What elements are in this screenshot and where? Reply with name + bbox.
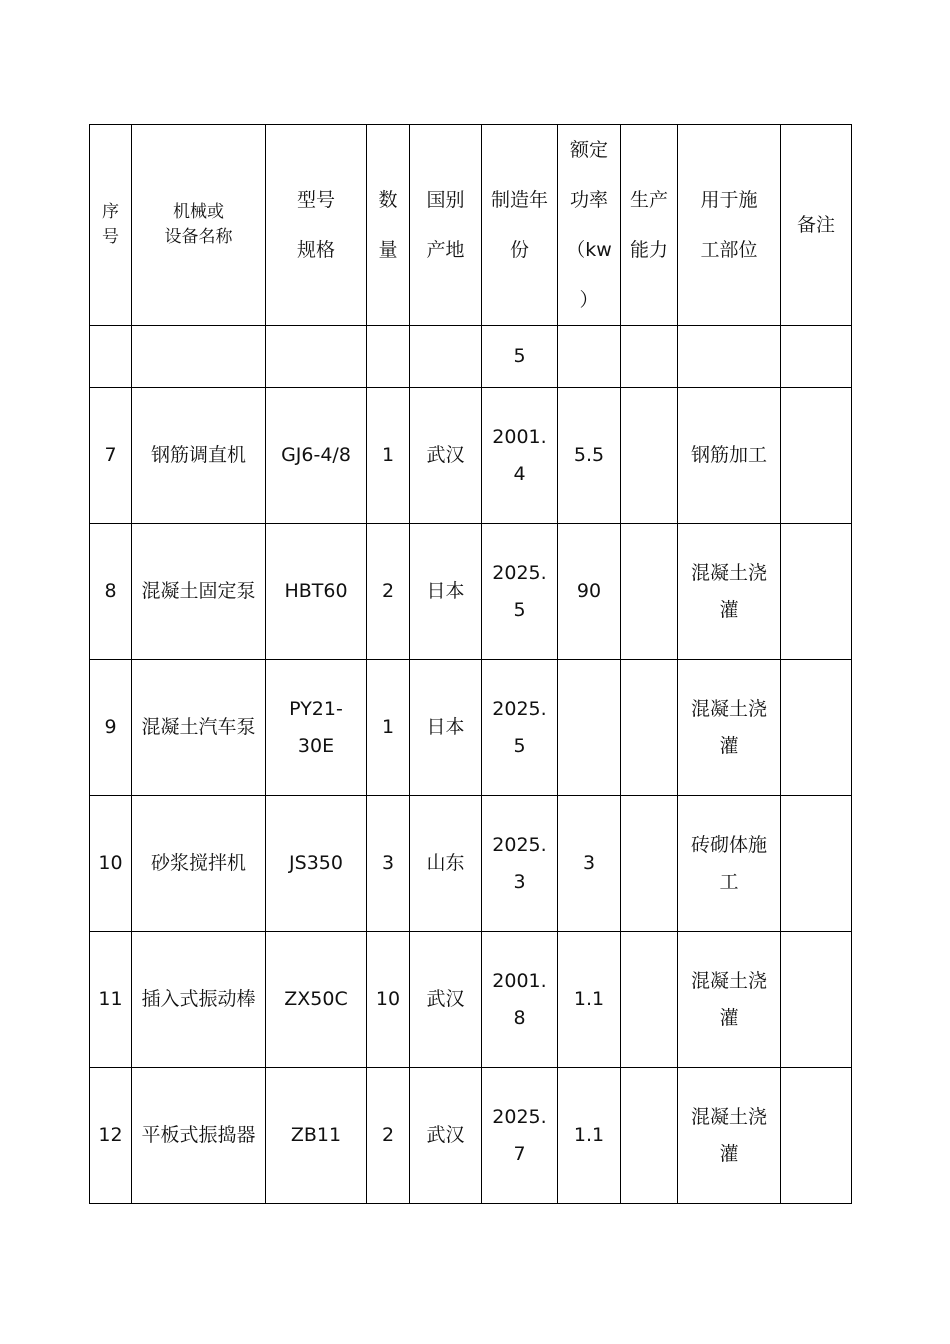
table-cell: 混凝土浇 灌 <box>678 1068 781 1204</box>
table-cell: 平板式振捣器 <box>132 1068 266 1204</box>
table-cell: 混凝土汽车泵 <box>132 660 266 796</box>
table-cell <box>621 796 678 932</box>
table-cell <box>781 796 852 932</box>
table-cell: 8 <box>90 524 132 660</box>
header-cell-origin: 国别 产地 <box>410 125 482 326</box>
table-cell <box>678 326 781 388</box>
table-cell <box>367 326 410 388</box>
table-header-row <box>90 125 852 326</box>
table-cell: PY21- 30E <box>266 660 367 796</box>
table-cell: 12 <box>90 1068 132 1204</box>
table-cell: ZB11 <box>266 1068 367 1204</box>
table-cell: 2 <box>367 524 410 660</box>
equipment-table <box>89 124 852 1204</box>
table-cell: 混凝土浇 灌 <box>678 524 781 660</box>
table-cell <box>621 326 678 388</box>
table-cell <box>266 326 367 388</box>
table-cell: 10 <box>90 796 132 932</box>
table-cell <box>781 388 852 524</box>
table-cell: 日本 <box>410 524 482 660</box>
header-cell-remarks: 备注 <box>781 125 852 326</box>
table-cell: JS350 <box>266 796 367 932</box>
table-cell: GJ6-4/8 <box>266 388 367 524</box>
table-cell <box>410 326 482 388</box>
table-cell: 2025. 5 <box>482 660 558 796</box>
table-cell: 3 <box>558 796 621 932</box>
table-cell: 武汉 <box>410 388 482 524</box>
table-cell: 2 <box>367 1068 410 1204</box>
table-cell: 山东 <box>410 796 482 932</box>
table-cell <box>132 326 266 388</box>
table-cell: 3 <box>367 796 410 932</box>
table-row <box>90 932 852 1068</box>
table-cell: 9 <box>90 660 132 796</box>
table-cell <box>621 932 678 1068</box>
table-cell: 7 <box>90 388 132 524</box>
header-cell-capacity: 生产 能力 <box>621 125 678 326</box>
table-cell: 混凝土浇 灌 <box>678 932 781 1068</box>
table-cell: 5.5 <box>558 388 621 524</box>
table-cell: 武汉 <box>410 1068 482 1204</box>
table-row <box>90 388 852 524</box>
table-row <box>90 524 852 660</box>
table-cell: 混凝土固定泵 <box>132 524 266 660</box>
table-cell <box>621 388 678 524</box>
table-cell: 10 <box>367 932 410 1068</box>
table-cell <box>90 326 132 388</box>
table-cell <box>621 1068 678 1204</box>
table-cell: 2025. 7 <box>482 1068 558 1204</box>
table-cell: 5 <box>482 326 558 388</box>
table-cell <box>621 660 678 796</box>
table-cell: 2025. 5 <box>482 524 558 660</box>
header-cell-quantity: 数 量 <box>367 125 410 326</box>
table-cell <box>781 326 852 388</box>
table-cell: 武汉 <box>410 932 482 1068</box>
table-cell: 1.1 <box>558 1068 621 1204</box>
table-cell <box>558 326 621 388</box>
table-cell <box>781 524 852 660</box>
table-cell <box>781 932 852 1068</box>
table-cell: 11 <box>90 932 132 1068</box>
header-cell-usage: 用于施 工部位 <box>678 125 781 326</box>
table-row <box>90 1068 852 1204</box>
table-row-continuation <box>90 326 852 388</box>
table-cell: 日本 <box>410 660 482 796</box>
header-cell-index: 序 号 <box>90 125 132 326</box>
table-row <box>90 660 852 796</box>
table-cell: 1 <box>367 388 410 524</box>
table-cell: 2025. 3 <box>482 796 558 932</box>
table-body <box>90 388 852 1204</box>
table-cell: 钢筋加工 <box>678 388 781 524</box>
table-cell: 1.1 <box>558 932 621 1068</box>
table-cell: 混凝土浇 灌 <box>678 660 781 796</box>
table-cell: 砂浆搅拌机 <box>132 796 266 932</box>
table-cell: 插入式振动棒 <box>132 932 266 1068</box>
table-cell <box>558 660 621 796</box>
table-cell: HBT60 <box>266 524 367 660</box>
table-cell: 1 <box>367 660 410 796</box>
table-cell: 2001. 8 <box>482 932 558 1068</box>
header-cell-year: 制造年 份 <box>482 125 558 326</box>
table-cell <box>621 524 678 660</box>
table-row <box>90 796 852 932</box>
table-cell <box>781 1068 852 1204</box>
table-cell: 砖砌体施 工 <box>678 796 781 932</box>
header-cell-equipment-name: 机械或 设备名称 <box>132 125 266 326</box>
header-cell-power: 额定 功率 （kw ） <box>558 125 621 326</box>
table-cell <box>781 660 852 796</box>
header-cell-model: 型号 规格 <box>266 125 367 326</box>
table-cell: 2001. 4 <box>482 388 558 524</box>
table-cell: 钢筋调直机 <box>132 388 266 524</box>
table-cell: 90 <box>558 524 621 660</box>
table-cell: ZX50C <box>266 932 367 1068</box>
